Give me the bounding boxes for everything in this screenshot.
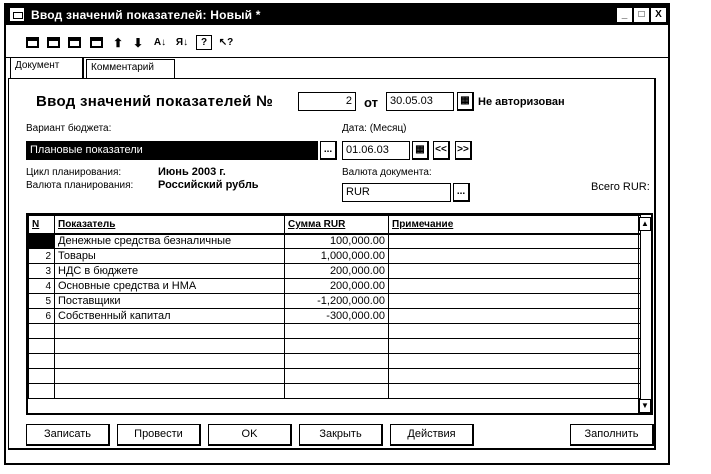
col-note-header[interactable]: Примечание bbox=[389, 216, 641, 234]
amount-cell[interactable]: 1,000,000.00 bbox=[285, 249, 389, 264]
doc-number-field[interactable]: 2 bbox=[298, 92, 356, 111]
title-bar[interactable] bbox=[6, 5, 668, 25]
arrow-down-icon[interactable]: ⬇ bbox=[132, 35, 144, 50]
actions-button[interactable]: Действия bbox=[390, 424, 474, 446]
col-indicator-header[interactable]: Показатель bbox=[55, 216, 285, 234]
save-button[interactable]: Записать bbox=[26, 424, 110, 446]
note-cell[interactable] bbox=[389, 279, 641, 294]
empty-row[interactable] bbox=[29, 339, 641, 354]
status-label: Не авторизован bbox=[478, 96, 565, 108]
note-cell[interactable] bbox=[389, 264, 641, 279]
period-field[interactable]: 01.06.03 bbox=[342, 141, 410, 160]
help-icon[interactable]: ? bbox=[196, 35, 212, 50]
tab-comment[interactable]: Комментарий bbox=[86, 59, 175, 78]
empty-row[interactable] bbox=[29, 324, 641, 339]
page-title: Ввод значений показателей № bbox=[36, 93, 274, 110]
row-number: 4 bbox=[29, 279, 55, 294]
indicator-cell[interactable]: Поставщики bbox=[55, 294, 285, 309]
amount-cell[interactable]: 200,000.00 bbox=[285, 279, 389, 294]
table-row[interactable] bbox=[29, 294, 641, 309]
table-row[interactable] bbox=[29, 309, 641, 324]
maximize-button[interactable]: □ bbox=[634, 8, 649, 22]
post-button[interactable]: Провести bbox=[117, 424, 201, 446]
copy-doc-icon[interactable] bbox=[45, 35, 61, 50]
currency-select-button[interactable]: ... bbox=[453, 183, 470, 202]
prev-period-button[interactable]: << bbox=[433, 141, 450, 160]
indicator-cell[interactable]: Собственный капитал bbox=[55, 309, 285, 324]
total-label: Всего RUR: bbox=[591, 181, 650, 193]
budget-field[interactable]: Плановые показатели bbox=[26, 141, 318, 160]
indicators-table bbox=[26, 213, 653, 415]
doc-currency-label: Валюта документа: bbox=[342, 167, 432, 178]
note-cell[interactable] bbox=[389, 249, 641, 264]
table-scrollbar[interactable] bbox=[638, 215, 651, 413]
table-row[interactable] bbox=[29, 249, 641, 264]
note-cell[interactable] bbox=[389, 294, 641, 309]
delete-doc-icon[interactable] bbox=[88, 35, 104, 50]
empty-row[interactable] bbox=[29, 369, 641, 384]
cycle-value: Июнь 2003 г. bbox=[158, 166, 226, 178]
doc-date-field[interactable]: 30.05.03 bbox=[386, 92, 454, 111]
row-number: 1 bbox=[29, 234, 55, 249]
table-row[interactable] bbox=[29, 264, 641, 279]
amount-cell[interactable]: -300,000.00 bbox=[285, 309, 389, 324]
ok-button[interactable]: OK bbox=[208, 424, 292, 446]
cycle-label: Цикл планирования: bbox=[26, 167, 122, 178]
budget-label: Вариант бюджета: bbox=[26, 123, 112, 134]
app-icon[interactable] bbox=[10, 8, 24, 21]
indicator-cell[interactable]: Основные средства и НМА bbox=[55, 279, 285, 294]
amount-cell[interactable]: 100,000.00 bbox=[285, 234, 389, 249]
scroll-down-icon[interactable]: ▼ bbox=[639, 399, 651, 413]
edit-doc-icon[interactable] bbox=[66, 35, 82, 50]
indicator-cell[interactable]: Денежные средства безналичные bbox=[55, 234, 285, 249]
fill-button[interactable]: Заполнить bbox=[570, 424, 654, 446]
period-calendar-icon[interactable]: ▦ bbox=[412, 141, 429, 160]
row-number: 2 bbox=[29, 249, 55, 264]
amount-cell[interactable]: -1,200,000.00 bbox=[285, 294, 389, 309]
sort-az-icon[interactable]: A↓ bbox=[153, 37, 167, 48]
close-window-button[interactable]: X bbox=[651, 8, 666, 22]
col-n-header[interactable]: N bbox=[29, 216, 55, 234]
tab-document[interactable]: Документ bbox=[10, 57, 84, 79]
minimize-button[interactable]: _ bbox=[617, 8, 632, 22]
plan-currency-label: Валюта планирования: bbox=[26, 180, 134, 191]
indicator-cell[interactable]: Товары bbox=[55, 249, 285, 264]
new-doc-icon[interactable] bbox=[24, 35, 40, 50]
amount-cell[interactable]: 200,000.00 bbox=[285, 264, 389, 279]
table-row[interactable] bbox=[29, 279, 641, 294]
row-number: 6 bbox=[29, 309, 55, 324]
row-number: 5 bbox=[29, 294, 55, 309]
note-cell[interactable] bbox=[389, 309, 641, 324]
budget-select-button[interactable]: ... bbox=[320, 141, 337, 160]
indicator-cell[interactable]: НДС в бюджете bbox=[55, 264, 285, 279]
note-cell[interactable] bbox=[389, 234, 641, 249]
period-label: Дата: (Месяц) bbox=[342, 123, 407, 134]
arrow-up-icon[interactable]: ⬆ bbox=[112, 35, 124, 50]
close-button[interactable]: Закрыть bbox=[299, 424, 383, 446]
col-amount-header[interactable]: Сумма RUR bbox=[285, 216, 389, 234]
toolbar bbox=[6, 26, 668, 58]
next-period-button[interactable]: >> bbox=[455, 141, 472, 160]
what-is-icon[interactable]: ↖? bbox=[218, 37, 234, 48]
table-row[interactable] bbox=[29, 234, 641, 249]
calendar-icon[interactable]: ▦ bbox=[457, 92, 474, 111]
empty-row[interactable] bbox=[29, 384, 641, 399]
plan-currency-value: Российский рубль bbox=[158, 179, 259, 191]
window-title: Ввод значений показателей: Новый * bbox=[31, 8, 261, 22]
from-label: от bbox=[364, 95, 378, 110]
scroll-up-icon[interactable]: ▲ bbox=[639, 217, 651, 231]
row-number: 3 bbox=[29, 264, 55, 279]
doc-currency-field[interactable]: RUR bbox=[342, 183, 451, 202]
empty-row[interactable] bbox=[29, 354, 641, 369]
table-header-row bbox=[29, 216, 641, 234]
sort-za-icon[interactable]: Я↓ bbox=[175, 37, 189, 48]
